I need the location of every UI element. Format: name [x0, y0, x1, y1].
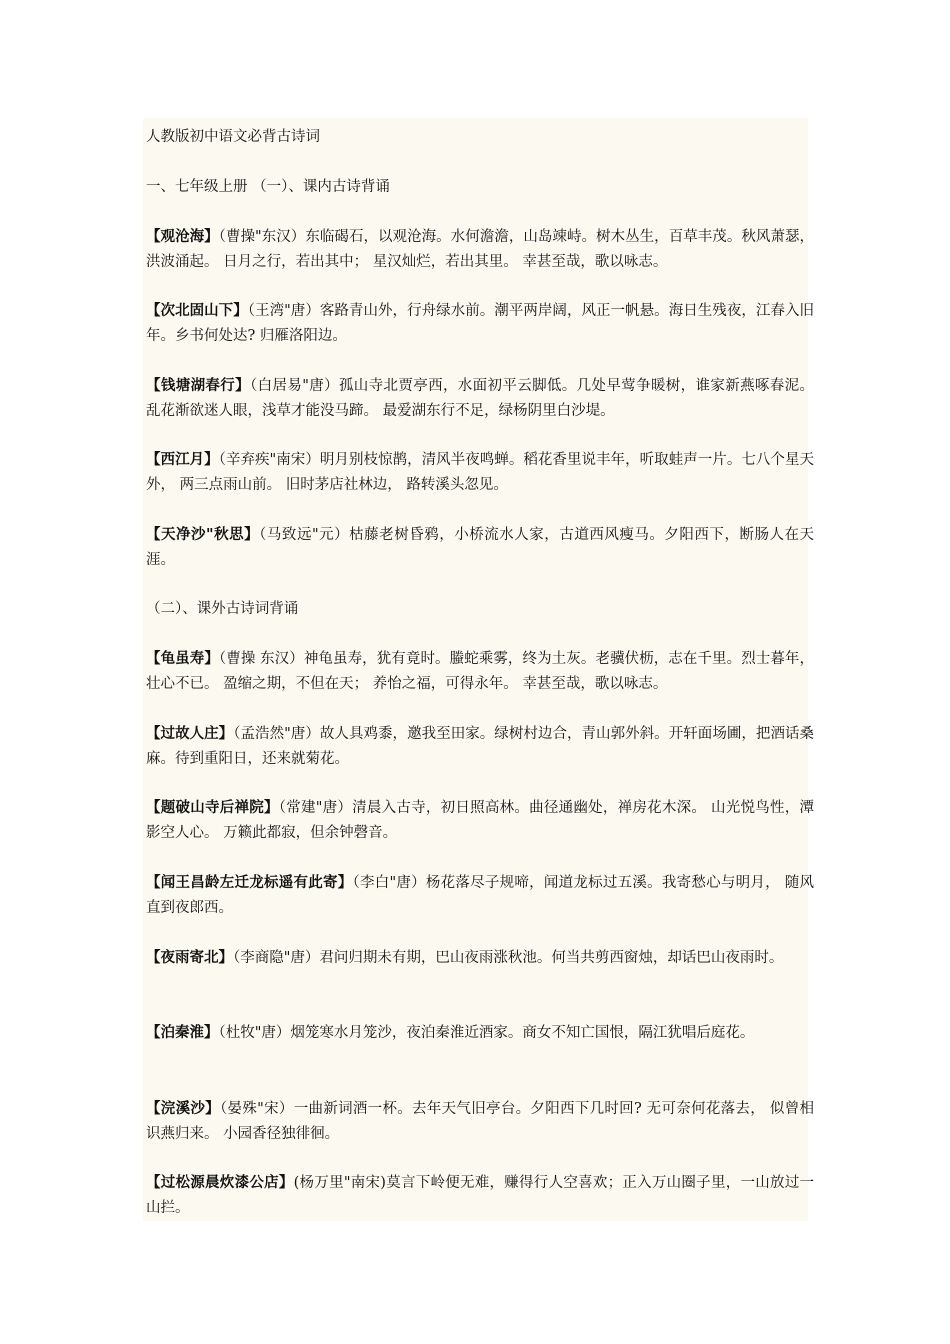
poem-text: 一曲新词酒一杯。去年天气旧亭台。夕阳西下几时回? 无可奈何花落去， 似曾相识燕归来。 小园香径独徘徊。 [146, 1101, 815, 1142]
poem-author: （马致远"元） [259, 527, 350, 543]
poem-author: （杜牧"唐） [218, 1025, 291, 1041]
poem-entry [146, 224, 814, 275]
poem-text: 烟笼寒水月笼沙，夜泊秦淮近酒家。商女不知亡国恨，隔江犹唱后庭花。 [290, 1025, 755, 1041]
poem-entry [146, 1020, 814, 1046]
poem-title: 【观沧海】 [146, 228, 219, 245]
poem-title: 【天净沙"秋思】 [146, 526, 260, 543]
poem-author: （辛弃疾"南宋） [218, 452, 320, 468]
poem-text: 清晨入古寺，初日照高林。曲径通幽处，禅房花木深。 山光悦鸟性，潭影空人心。 万籁此都寂，但余钟磬音。 [146, 800, 815, 841]
poem-author: （王湾"唐） [247, 303, 320, 319]
poem-entry [146, 795, 814, 846]
poem-title: 【夜雨寄北】 [146, 949, 233, 966]
poem-author: （孟浩然"唐） [233, 726, 320, 742]
poem-text: 莫言下岭便无难，赚得行人空喜欢；正入万山圈子里，一山放过一山拦。 [146, 1175, 815, 1216]
poem-author: (杨万里"南宋) [293, 1175, 386, 1191]
poem-title: 【次北固山下】 [146, 302, 248, 319]
poem-entry [146, 373, 814, 424]
poem-title: 【钱塘湖春行】 [146, 377, 251, 394]
poem-text: 杨花落尽子规啼，闻道龙标过五溪。我寄愁心与明月， 随风直到夜郎西。 [146, 875, 815, 916]
poem-text: 客路青山外，行舟绿水前。潮平两岸阔，风正一帆悬。海日生残夜，江春入旧年。乡书何处达? 归雁洛阳边。 [146, 303, 815, 344]
poem-title: 【泊秦淮】 [146, 1024, 219, 1041]
poem-title: 【过松源晨炊漆公店】 [146, 1174, 294, 1191]
poem-text: 明月别枝惊鹊，清风半夜鸣蝉。稻花香里说丰年，听取蛙声一片。七八个星天外， 两三点雨山前。 旧时茅店社林边， 路转溪头忽见。 [146, 452, 815, 493]
poem-author: （李白"唐） [352, 875, 426, 891]
poem-entry [146, 1096, 814, 1147]
poem-title: 【浣溪沙】 [146, 1100, 220, 1117]
poem-entry [146, 646, 814, 697]
document-title: 人教版初中语文必背古诗词 [146, 129, 320, 145]
poem-text: 故人具鸡黍，邀我至田家。绿树村边合，青山郭外斜。开轩面场圃，把酒话桑麻。待到重阳日，还来就菊花。 [146, 726, 815, 767]
poem-author: （白居易"唐） [250, 378, 339, 394]
poem-entry [146, 721, 814, 772]
poem-text: 神龟虽寿，犹有竟时。螣蛇乘雾，终为土灰。老骥伏枥，志在千里。烈士暮年，壮心不已。 盈缩之期，不但在天； 养怡之福，可得永年。 幸甚至哉，歌以咏志。 [146, 651, 815, 692]
poem-text: 东临碣石，以观沧海。水何澹澹，山岛竦峙。树木丛生，百草丰茂。秋风萧瑟，洪波涌起。 日月之行，若出其中； 星汉灿烂，若出其里。 幸甚至哉，歌以咏志。 [146, 229, 815, 270]
poem-entry [146, 447, 814, 498]
poem-title: 【西江月】 [146, 451, 219, 468]
poem-author: （曹操"东汉） [218, 229, 306, 245]
poem-title: 【过故人庄】 [146, 725, 234, 742]
poem-title: 【闻王昌龄左迁龙标遥有此寄】 [146, 874, 353, 891]
poem-text: 枯藤老树昏鸦，小桥流水人家，古道西风瘦马。夕阳西下，断肠人在天涯。 [146, 527, 814, 568]
poem-entry [146, 870, 814, 921]
poem-text: 君问归期未有期，巴山夜雨涨秋池。何当共剪西窗烛，却话巴山夜雨时。 [319, 950, 784, 966]
poem-text: 孤山寺北贾亭西，水面初平云脚低。几处早莺争暖树，谁家新燕啄春泥。 乱花渐欲迷人眼，浅草才能没马蹄。 最爱湖东行不足，绿杨阴里白沙堤。 [146, 378, 815, 419]
poem-entry [146, 298, 814, 349]
section-heading-1: 一、七年级上册 （一）、课内古诗背诵 [146, 179, 390, 195]
poem-author: （晏殊"宋） [219, 1101, 294, 1117]
poem-author: （李商隐"唐） [233, 950, 320, 966]
section-heading-2: （二）、课外古诗词背诵 [146, 601, 299, 617]
poem-author: （常建"唐） [278, 800, 353, 816]
poem-entry [146, 522, 814, 573]
poem-entry [146, 945, 814, 971]
poem-entry [146, 1170, 814, 1221]
poem-title: 【龟虽寿】 [146, 650, 219, 667]
poem-title: 【题破山寺后禅院】 [146, 799, 279, 816]
poem-author: （曹操 东汉） [218, 651, 304, 667]
